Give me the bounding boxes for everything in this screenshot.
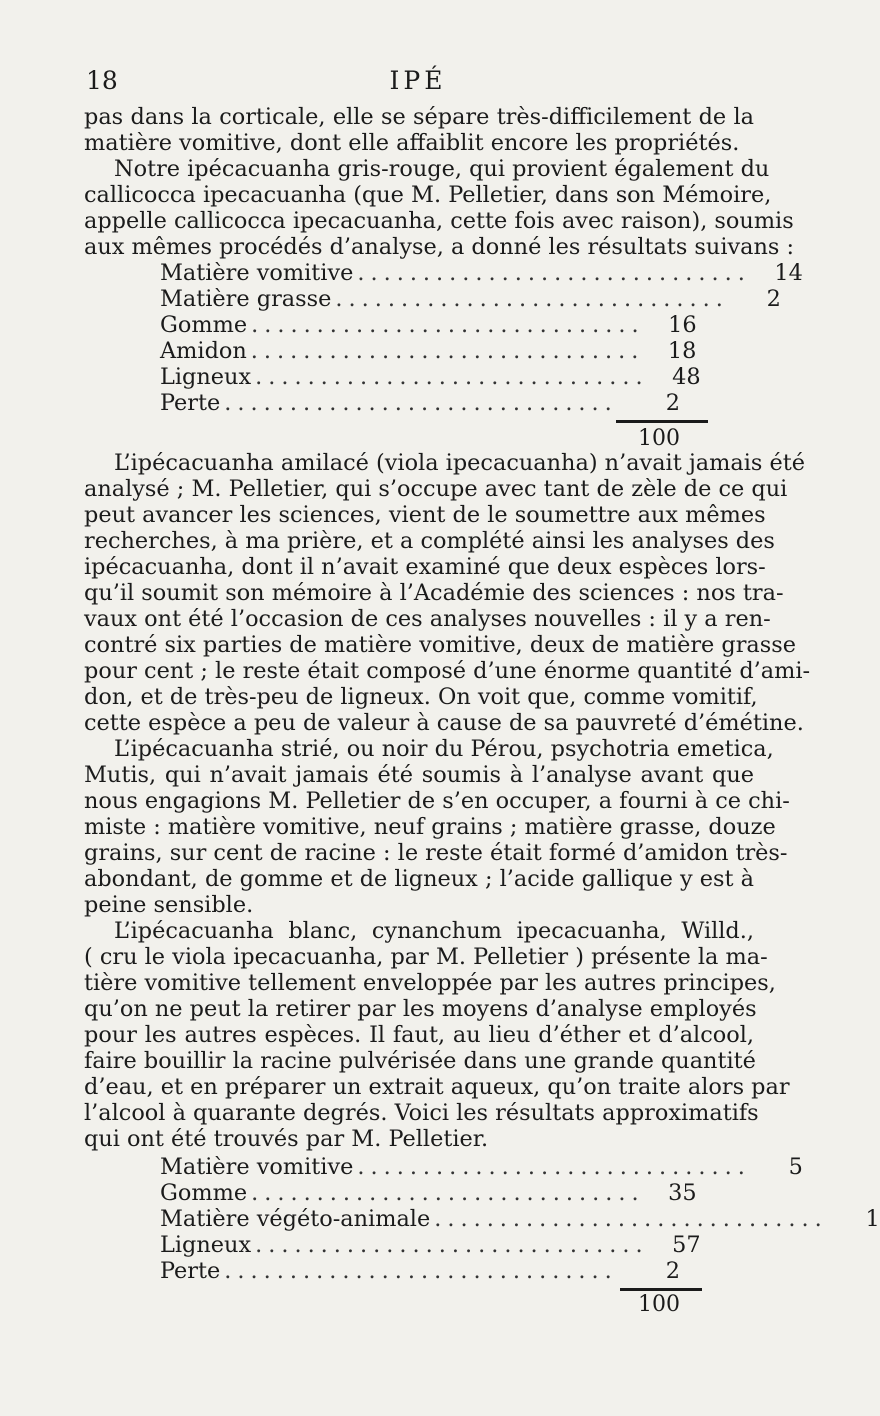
row-label: Ligneux <box>160 364 252 390</box>
text-line: faire bouillir la racine pulvérisée dans une grande quantité <box>84 1048 756 1074</box>
text-line: l’alcool à quarante degrés. Voici les résultats approximatifs <box>84 1100 759 1126</box>
text-line: L’ipécacuanha blanc, cynanchum ipecacuanha, Willd., <box>114 918 754 944</box>
leader-dots: .............................. <box>250 338 645 364</box>
leader-dots: .............................. <box>335 286 729 312</box>
text-line: qui ont été trouvés par M. Pelletier. <box>84 1126 489 1152</box>
text-line: abondant, de gomme et de ligneux ; l’acide gallique y est à <box>84 866 754 892</box>
row-value: 48 <box>672 364 701 390</box>
running-title: IPÉ <box>389 66 447 95</box>
paragraph-3 <box>84 450 811 736</box>
row-value: 35 <box>668 1180 697 1206</box>
row-label: Matière végéto-animale <box>160 1206 431 1232</box>
table-row <box>160 364 701 390</box>
text-line: don, et de très-peu de ligneux. On voit que, comme vomitif, <box>84 684 758 710</box>
text-line: tière vomitive tellement enveloppée par les autres principes, <box>84 970 776 996</box>
leader-dots: .............................. <box>255 1232 649 1258</box>
text-line: pour les autres espèces. Il faut, au lieu d’éther et d’alcool, <box>84 1022 754 1048</box>
text-line: appelle callicocca ipecacuanha, cette fois avec raison), soumis <box>84 208 794 234</box>
row-value: 1 <box>865 1206 880 1232</box>
row-label: Perte <box>160 1258 221 1284</box>
table-row <box>160 1180 697 1206</box>
table-total: 100 <box>638 1292 680 1317</box>
analysis-table-2 <box>160 1154 880 1284</box>
leader-dots: .............................. <box>251 1180 645 1206</box>
row-label: Amidon <box>160 338 247 364</box>
paragraph-5 <box>84 918 790 1152</box>
table-row <box>160 286 781 312</box>
leader-dots: .............................. <box>434 1206 828 1232</box>
row-label: Matière grasse <box>160 286 332 312</box>
text-line: vaux ont été l’occasion de ces analyses nouvelles : il y a ren- <box>84 606 771 632</box>
paragraph-2 <box>84 156 795 260</box>
table-row <box>160 1154 803 1180</box>
text-line: matière vomitive, dont elle affaiblit encore les propriétés. <box>84 130 740 156</box>
row-label: Gomme <box>160 312 248 338</box>
text-line: contré six parties de matière vomitive, deux de matière grasse <box>84 632 797 658</box>
text-line: recherches, à ma prière, et a complété ainsi les analyses des <box>84 528 775 554</box>
row-value: 14 <box>774 260 803 286</box>
text-line: L’ipécacuanha amilacé (viola ipecacuanha) n’avait jamais été <box>114 450 805 476</box>
paragraph-1 <box>84 104 754 156</box>
row-label: Gomme <box>160 1180 248 1206</box>
text-line: ( cru le viola ipecacuanha, par M. Pelletier ) présente la ma- <box>84 944 768 970</box>
text-line: Mutis, qui n’avait jamais été soumis à l’analyse avant que <box>84 762 754 788</box>
table-row <box>160 338 697 364</box>
page-number: 18 <box>86 66 118 95</box>
text-line: aux mêmes procédés d’analyse, a donné les résultats suivans : <box>84 234 795 260</box>
text-line: peine sensible. <box>84 892 254 918</box>
sum-rule <box>616 420 708 423</box>
text-line: Notre ipécacuanha gris-rouge, qui provient également du <box>114 156 770 182</box>
row-value: 16 <box>668 312 697 338</box>
text-line: d’eau, et en préparer un extrait aqueux, qu’on traite alors par <box>84 1074 790 1100</box>
leader-dots: .............................. <box>357 1154 751 1180</box>
text-line: cette espèce a peu de valeur à cause de sa pauvreté d’émétine. <box>84 710 804 736</box>
row-label: Perte <box>160 390 221 416</box>
leader-dots: .............................. <box>224 1258 618 1284</box>
table-row <box>160 1232 701 1258</box>
text-line: callicocca ipecacuanha (que M. Pelletier, dans son Mémoire, <box>84 182 772 208</box>
row-value: 18 <box>667 338 697 364</box>
text-line: qu’il soumit son mémoire à l’Académie des sciences : nos tra- <box>84 580 784 606</box>
text-line: analysé ; M. Pelletier, qui s’occupe avec tant de zèle de ce qui <box>84 476 788 502</box>
text-line: miste : matière vomitive, neuf grains ; matière grasse, douze <box>84 814 776 840</box>
table-row <box>160 390 680 416</box>
text-line: peut avancer les sciences, vient de le soumettre aux mêmes <box>84 502 766 528</box>
table-total: 100 <box>638 426 680 451</box>
leader-dots: .............................. <box>255 364 649 390</box>
sum-rule <box>620 1288 702 1291</box>
row-value: 57 <box>672 1232 701 1258</box>
text-line: qu’on ne peut la retirer par les moyens d’analyse employés <box>84 996 757 1022</box>
paragraph-4 <box>84 736 790 918</box>
table-row <box>160 260 803 286</box>
table-row <box>160 1206 880 1232</box>
row-value: 5 <box>788 1154 803 1180</box>
leader-dots: .............................. <box>251 312 645 338</box>
table-row <box>160 312 697 338</box>
text-line: pas dans la corticale, elle se sépare très-difficilement de la <box>84 104 754 130</box>
table-row <box>160 1258 680 1284</box>
text-line: grains, sur cent de racine : le reste était formé d’amidon très- <box>84 840 788 866</box>
row-value: 2 <box>665 1258 680 1284</box>
text-line: pour cent ; le reste était composé d’une énorme quantité d’ami- <box>84 658 811 684</box>
text-line: L’ipécacuanha strié, ou noir du Pérou, psychotria emetica, <box>114 736 774 762</box>
row-label: Matière vomitive <box>160 260 354 286</box>
row-label: Ligneux <box>160 1232 252 1258</box>
leader-dots: .............................. <box>357 260 751 286</box>
page-header <box>86 66 750 100</box>
text-line: nous engagions M. Pelletier de s’en occuper, a fourni à ce chi- <box>84 788 790 814</box>
text-line: ipécacuanha, dont il n’avait examiné que deux espèces lors- <box>84 554 766 580</box>
row-value: 2 <box>766 286 781 312</box>
row-value: 2 <box>665 390 680 416</box>
analysis-table-1 <box>160 260 803 416</box>
leader-dots: .............................. <box>224 390 618 416</box>
row-label: Matière vomitive <box>160 1154 354 1180</box>
